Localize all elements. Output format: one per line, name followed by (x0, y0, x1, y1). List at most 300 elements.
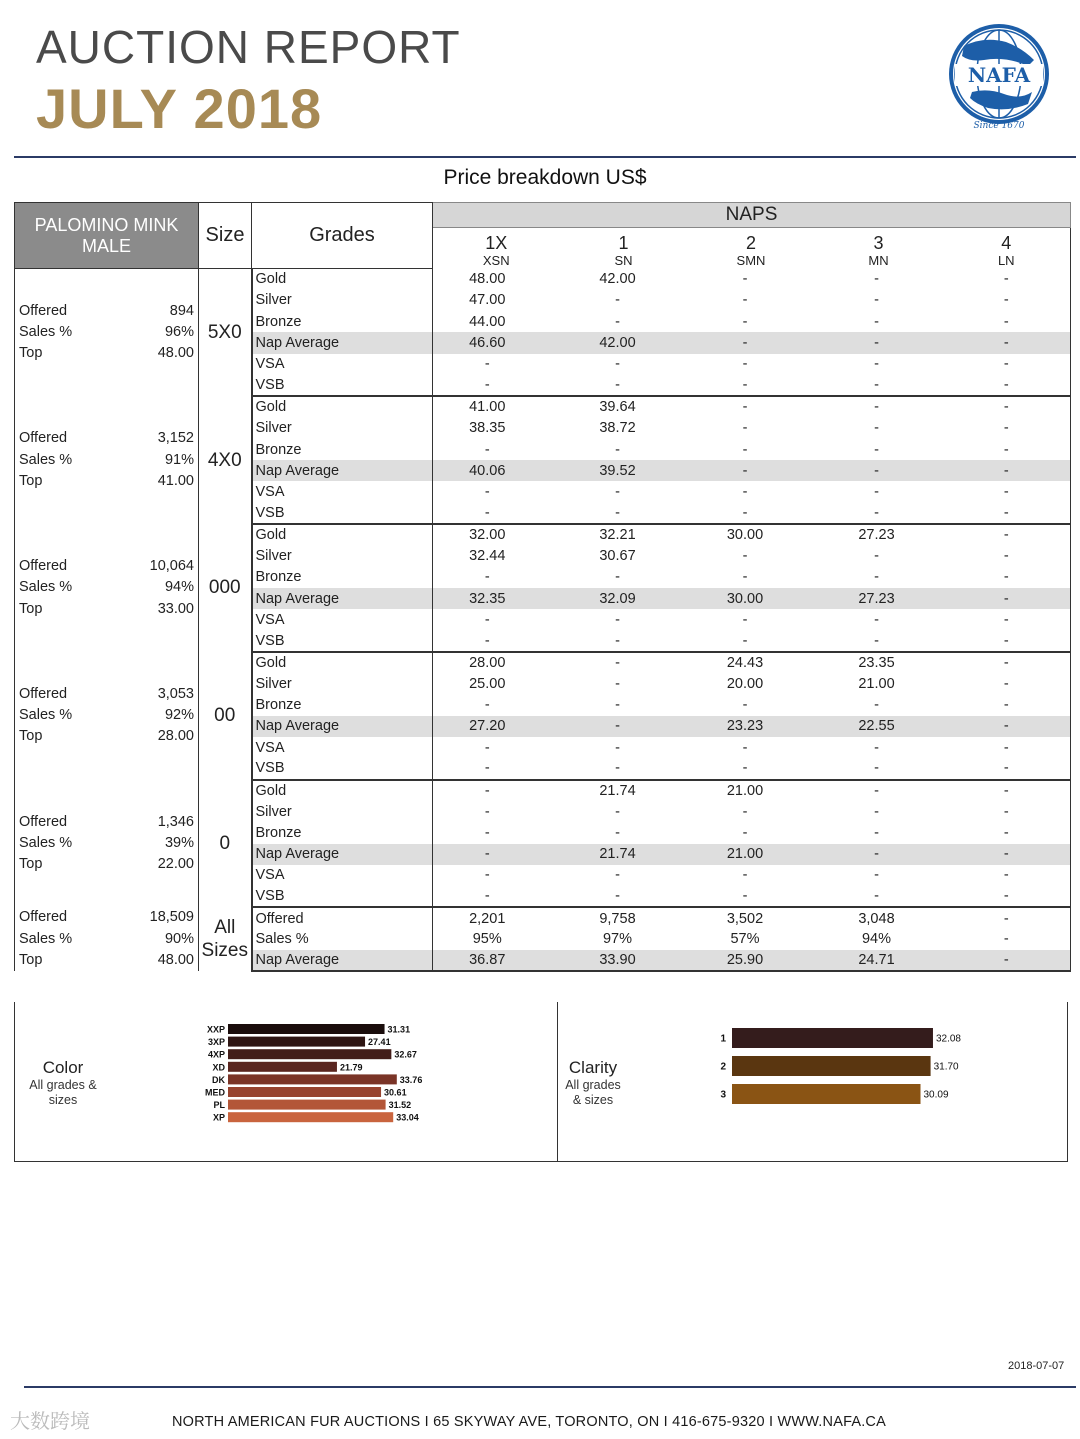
price-cell: 57% (730, 931, 760, 948)
table-subtitle: Price breakdown US$ (443, 166, 647, 189)
category-line2: MALE (81, 235, 132, 256)
price-cell: - (943, 865, 1071, 886)
price-cell: 41.00 (469, 399, 506, 416)
bar-category-label: 3 (720, 1089, 726, 1101)
price-cell: - (943, 545, 1071, 566)
price-cell: 24.71 (815, 950, 943, 971)
grade-label: Nap Average (252, 588, 433, 609)
bar (228, 1100, 386, 1110)
stat-value: 39% (164, 834, 194, 851)
stat-offered (19, 684, 194, 705)
stat-label: Sales % (19, 930, 73, 947)
table-row (15, 396, 1071, 417)
price-cell: - (433, 886, 560, 907)
stat-sales (19, 705, 194, 726)
table-row (15, 780, 1071, 801)
price-table (14, 202, 1071, 972)
price-cell: - (943, 844, 1071, 865)
price-cell: - (943, 332, 1071, 353)
price-cell: 42.00 (560, 332, 688, 353)
bar-value-label: 32.08 (935, 1033, 962, 1045)
price-cell: - (742, 824, 748, 841)
stat-top (19, 343, 194, 364)
table-row (15, 652, 1071, 673)
price-cell: - (742, 399, 748, 416)
price-cell: - (742, 356, 748, 373)
stat-value: 1,346 (157, 813, 194, 830)
price-cell: - (688, 460, 815, 481)
price-cell: - (943, 588, 1071, 609)
stat-sales (19, 322, 194, 343)
price-cell: - (615, 611, 620, 628)
stat-value: 18,509 (149, 909, 194, 926)
bar-category-label: XD (212, 1062, 225, 1073)
footer-divider (24, 1386, 1076, 1388)
price-cell: 9,758 (599, 910, 636, 927)
stat-offered (19, 556, 194, 577)
price-cell: - (943, 396, 1071, 417)
price-cell: 25.90 (688, 950, 815, 971)
price-cell: - (742, 548, 748, 564)
grade-label: Bronze (252, 311, 433, 332)
price-cell: 97% (602, 931, 633, 948)
price-cell: - (688, 503, 815, 524)
bar-value-label: 30.61 (384, 1087, 407, 1098)
grade-label: VSB (252, 758, 433, 779)
stat-offered (19, 428, 194, 449)
price-cell: - (943, 886, 1071, 907)
bar-category-label: 2 (720, 1061, 726, 1073)
bar-category-label: 3XP (207, 1037, 225, 1048)
price-cell: - (615, 569, 620, 586)
price-cell: 95% (472, 931, 502, 948)
bar-value-label: 33.76 (399, 1074, 423, 1085)
price-cell: - (874, 739, 879, 756)
price-cell: - (615, 824, 620, 841)
size-value: 5X0 (199, 269, 252, 397)
grade-label: Silver (252, 545, 433, 566)
price-cell: - (943, 694, 1071, 715)
price-cell: - (742, 271, 748, 288)
price-cell: - (874, 271, 879, 288)
bar-category-label: 1 (720, 1033, 726, 1045)
stat-label: Offered (19, 430, 68, 447)
price-cell: - (943, 801, 1071, 822)
price-cell: - (943, 311, 1071, 332)
grades-header: Grades (252, 203, 433, 269)
price-cell: 22.55 (815, 716, 943, 737)
price-cell: - (943, 460, 1071, 481)
price-cell: - (560, 886, 688, 907)
clarity-chart-subtitle: All grades & sizes (565, 1078, 621, 1107)
price-cell: - (615, 675, 620, 692)
price-cell: - (484, 867, 490, 884)
price-cell: 21.00 (688, 844, 815, 865)
stat-label: Top (19, 345, 43, 362)
price-cell: - (943, 652, 1071, 673)
group-stats (15, 907, 199, 971)
price-cell: 32.21 (599, 527, 636, 544)
price-cell: 44.00 (469, 313, 506, 330)
price-cell: - (742, 739, 748, 756)
price-cell: - (615, 803, 620, 820)
price-cell: - (688, 375, 815, 396)
grade-label: Gold (252, 780, 433, 801)
naps-col-4: 4 LN (943, 228, 1071, 269)
group-stats (15, 780, 199, 908)
price-cell: 27.23 (815, 588, 943, 609)
stat-label: Offered (19, 813, 68, 830)
stat-label: Sales % (19, 323, 73, 340)
price-cell: 30.00 (688, 588, 815, 609)
grade-label: VSA (252, 481, 433, 502)
grade-label: Silver (252, 801, 433, 822)
naps-header: NAPS (433, 203, 1071, 228)
price-cell: 27.23 (858, 527, 895, 544)
price-cell: - (874, 611, 879, 628)
clarity-chart (710, 1022, 990, 1112)
price-cell: - (943, 907, 1071, 928)
bar-value-label: 33.04 (396, 1112, 419, 1123)
price-cell: - (742, 420, 748, 437)
size-value: 4X0 (199, 396, 252, 524)
size-value: 000 (199, 524, 252, 652)
stat-label: Offered (19, 685, 68, 702)
table-row (15, 524, 1071, 545)
stat-value: 10,064 (149, 558, 194, 574)
price-cell: - (742, 484, 748, 501)
bar-value-label: 21.79 (339, 1062, 363, 1073)
bar (228, 1024, 385, 1034)
price-cell: - (484, 739, 490, 756)
grade-label: Bronze (252, 439, 433, 460)
naps-col-3: 3 MN (868, 232, 889, 268)
stat-value: 3,152 (157, 430, 194, 447)
grade-label: Silver (252, 418, 433, 439)
stat-top (19, 854, 194, 875)
price-cell: - (874, 782, 879, 799)
price-cell: - (874, 569, 879, 586)
report-date: JULY 2018 (36, 77, 323, 140)
price-cell: - (874, 803, 879, 820)
price-cell: - (742, 867, 748, 884)
price-cell: 21.00 (858, 675, 895, 692)
grade-label: VSB (252, 631, 433, 652)
price-cell: - (943, 609, 1071, 630)
price-cell: - (615, 654, 620, 671)
price-cell: 21.74 (560, 844, 688, 865)
price-cell: - (433, 375, 560, 396)
price-cell: 28.00 (469, 654, 506, 671)
size-value-all (199, 907, 252, 971)
price-cell: 39.52 (560, 460, 688, 481)
stat-label: Top (19, 728, 43, 745)
price-cell: - (943, 269, 1071, 290)
price-cell: 40.06 (433, 460, 560, 481)
stat-label: Sales % (19, 834, 73, 851)
price-cell: - (688, 758, 815, 779)
price-cell: - (615, 697, 620, 714)
price-cell: - (815, 844, 943, 865)
price-cell: 32.09 (560, 588, 688, 609)
stat-label: Sales % (19, 579, 73, 596)
price-cell: - (560, 716, 688, 737)
bar (228, 1049, 391, 1059)
price-cell: - (433, 844, 560, 865)
bar-value-label: 27.41 (368, 1037, 391, 1048)
price-cell: - (874, 356, 879, 373)
price-cell: - (742, 803, 748, 820)
stat-value: 28.00 (157, 728, 194, 745)
stat-label: Offered (19, 302, 68, 319)
group-stats (15, 524, 199, 652)
price-cell: 21.00 (726, 782, 764, 799)
grade-label: Gold (252, 269, 433, 290)
price-cell: 3,048 (858, 910, 895, 927)
size-value: 00 (199, 652, 252, 780)
grade-label: VSB (252, 886, 433, 907)
report-title: AUCTION REPORT (36, 21, 461, 73)
stat-label: Offered (19, 558, 68, 574)
naps-col-2: 2 SMN (736, 232, 766, 268)
price-cell: - (742, 313, 748, 330)
grade-label: VSB (252, 375, 433, 396)
size-all-line2: Sizes (201, 940, 248, 962)
grade-label: Nap Average (252, 716, 433, 737)
grade-label: Nap Average (252, 460, 433, 481)
price-cell: - (874, 548, 879, 564)
price-cell: - (484, 441, 490, 458)
color-chart-subtitle: All grades & sizes (29, 1078, 97, 1107)
price-cell: 48.00 (469, 271, 506, 288)
price-cell: 30.00 (726, 527, 764, 544)
color-chart (190, 1018, 450, 1130)
stat-sales (19, 833, 194, 854)
price-cell: - (943, 716, 1071, 737)
price-cell: 33.90 (560, 950, 688, 971)
group-stats (15, 396, 199, 524)
stat-top (19, 471, 194, 492)
bar (228, 1074, 397, 1084)
bar (732, 1084, 921, 1104)
price-cell: - (815, 375, 943, 396)
price-cell: - (943, 503, 1071, 524)
price-cell: - (815, 758, 943, 779)
price-cell: - (615, 867, 620, 884)
price-cell: 32.00 (469, 527, 506, 544)
grade-label: VSA (252, 865, 433, 886)
price-cell: - (433, 758, 560, 779)
price-cell: - (943, 524, 1071, 545)
price-cell: - (615, 292, 620, 309)
price-cell: - (815, 886, 943, 907)
price-cell: 2,201 (469, 910, 506, 927)
bar-category-label: DK (212, 1074, 225, 1085)
price-cell: 24.43 (726, 654, 764, 671)
price-cell: - (815, 332, 943, 353)
stat-label: Top (19, 472, 43, 489)
stat-value: 894 (169, 302, 194, 319)
stat-value: 91% (164, 451, 194, 468)
price-cell: - (560, 503, 688, 524)
stat-sales (19, 929, 194, 950)
price-cell: - (874, 313, 879, 330)
price-cell: - (560, 758, 688, 779)
price-cell: 21.74 (599, 782, 636, 799)
stat-value: 3,053 (157, 685, 194, 702)
price-cell: 30.67 (599, 548, 636, 564)
price-cell: - (433, 503, 560, 524)
price-cell: - (742, 569, 748, 586)
bar (228, 1112, 393, 1122)
price-cell: 3,502 (726, 910, 764, 927)
price-cell: - (943, 758, 1071, 779)
bar-category-label: PL (213, 1100, 225, 1111)
price-cell: - (433, 631, 560, 652)
grade-label: Bronze (252, 822, 433, 843)
grade-label: Silver (252, 290, 433, 311)
price-cell: 94% (861, 931, 892, 948)
price-cell: 27.20 (433, 716, 560, 737)
color-chart-title: Color (42, 1058, 84, 1077)
price-cell: - (874, 420, 879, 437)
size-header: Size (199, 203, 252, 269)
price-cell: - (943, 929, 1071, 950)
price-cell: - (874, 867, 879, 884)
bar-category-label: 4XP (207, 1049, 225, 1060)
grade-label: VSA (252, 354, 433, 375)
stat-value: 94% (164, 579, 194, 596)
grade-label: VSA (252, 609, 433, 630)
size-value: 0 (199, 780, 252, 908)
bar (228, 1062, 337, 1072)
grade-label: VSA (252, 737, 433, 758)
group-stats (15, 269, 199, 397)
stat-label: Top (19, 952, 43, 968)
stat-label: Top (19, 856, 43, 873)
stat-value: 48.00 (157, 345, 194, 362)
stat-value: 22.00 (157, 856, 194, 873)
stat-label: Offered (19, 909, 68, 926)
stat-offered (19, 301, 194, 322)
grade-label: Gold (252, 652, 433, 673)
stat-label: Sales % (19, 707, 73, 724)
price-cell: - (874, 292, 879, 309)
price-cell: - (943, 737, 1071, 758)
price-cell: - (615, 484, 620, 501)
grade-label: Nap Average (252, 844, 433, 865)
price-cell: - (943, 481, 1071, 502)
stat-value: 41.00 (157, 472, 194, 489)
footer-date: 2018-07-07 (1008, 1360, 1065, 1372)
category-header (15, 203, 199, 269)
bar (732, 1056, 931, 1076)
price-cell: - (874, 824, 879, 841)
grade-label: Bronze (252, 567, 433, 588)
price-cell: 36.87 (433, 950, 560, 971)
grade-label: Gold (252, 524, 433, 545)
nafa-logo (944, 22, 1054, 137)
stat-sales (19, 577, 194, 598)
stat-value: 96% (164, 323, 194, 340)
price-cell: 23.35 (858, 654, 895, 671)
price-cell: 46.60 (433, 332, 560, 353)
stat-top (19, 726, 194, 747)
grade-label: VSB (252, 503, 433, 524)
price-cell: - (943, 822, 1071, 843)
price-cell: - (815, 503, 943, 524)
stat-sales (19, 450, 194, 471)
price-cell: 39.64 (599, 399, 636, 416)
price-cell: - (874, 441, 879, 458)
price-cell: - (688, 631, 815, 652)
price-cell: - (943, 354, 1071, 375)
bar (228, 1037, 365, 1047)
bar-value-label: 30.09 (923, 1089, 949, 1101)
stat-label: Sales % (19, 451, 73, 468)
price-cell: - (874, 484, 879, 501)
price-cell: 38.72 (599, 420, 636, 437)
price-cell: 38.35 (469, 420, 506, 437)
size-all-line1: All (214, 917, 236, 939)
price-cell: - (874, 399, 879, 416)
price-cell: - (742, 292, 748, 309)
totals-row (15, 907, 1071, 928)
price-cell: - (742, 697, 748, 714)
bar-value-label: 32.67 (394, 1049, 417, 1060)
stat-top (19, 599, 194, 620)
naps-col-1x: 1X XSN (482, 232, 510, 268)
price-cell: - (815, 631, 943, 652)
price-cell: 25.00 (469, 675, 506, 692)
size-groups (15, 269, 1071, 972)
bar-value-label: 31.70 (933, 1061, 959, 1073)
price-cell: - (943, 673, 1071, 694)
price-cell: - (943, 418, 1071, 439)
bar-category-label: MED (205, 1087, 225, 1098)
footer-address: NORTH AMERICAN FUR AUCTIONS I 65 SKYWAY AVE, TORONTO, ON I 416-675-9320 I WWW.NAFA.CA (172, 1414, 886, 1430)
price-cell: - (943, 950, 1071, 971)
grade-label: Nap Average (252, 950, 433, 971)
price-cell: - (615, 356, 620, 373)
price-cell: - (484, 569, 490, 586)
clarity-chart-title: Clarity (568, 1058, 618, 1077)
price-cell: - (615, 739, 620, 756)
price-cell: - (688, 332, 815, 353)
price-cell: - (943, 567, 1071, 588)
stat-value: 92% (164, 707, 194, 724)
price-cell: - (484, 484, 490, 501)
price-cell: 47.00 (469, 292, 506, 309)
price-cell: - (688, 886, 815, 907)
bar-category-label: XXP (206, 1024, 225, 1035)
price-cell: 20.00 (726, 675, 764, 692)
stat-top (19, 950, 194, 971)
grade-label: Bronze (252, 694, 433, 715)
bar-category-label: XP (212, 1112, 225, 1123)
grade-label: Gold (252, 396, 433, 417)
header-divider (14, 156, 1076, 158)
price-cell: - (484, 611, 490, 628)
stat-value: 33.00 (157, 600, 194, 617)
price-cell: - (484, 356, 490, 373)
grade-label: Sales % (252, 929, 433, 950)
price-cell: - (943, 631, 1071, 652)
price-cell: - (943, 439, 1071, 460)
bar-value-label: 31.52 (388, 1100, 412, 1111)
price-cell: - (742, 441, 748, 458)
price-cell: - (943, 290, 1071, 311)
